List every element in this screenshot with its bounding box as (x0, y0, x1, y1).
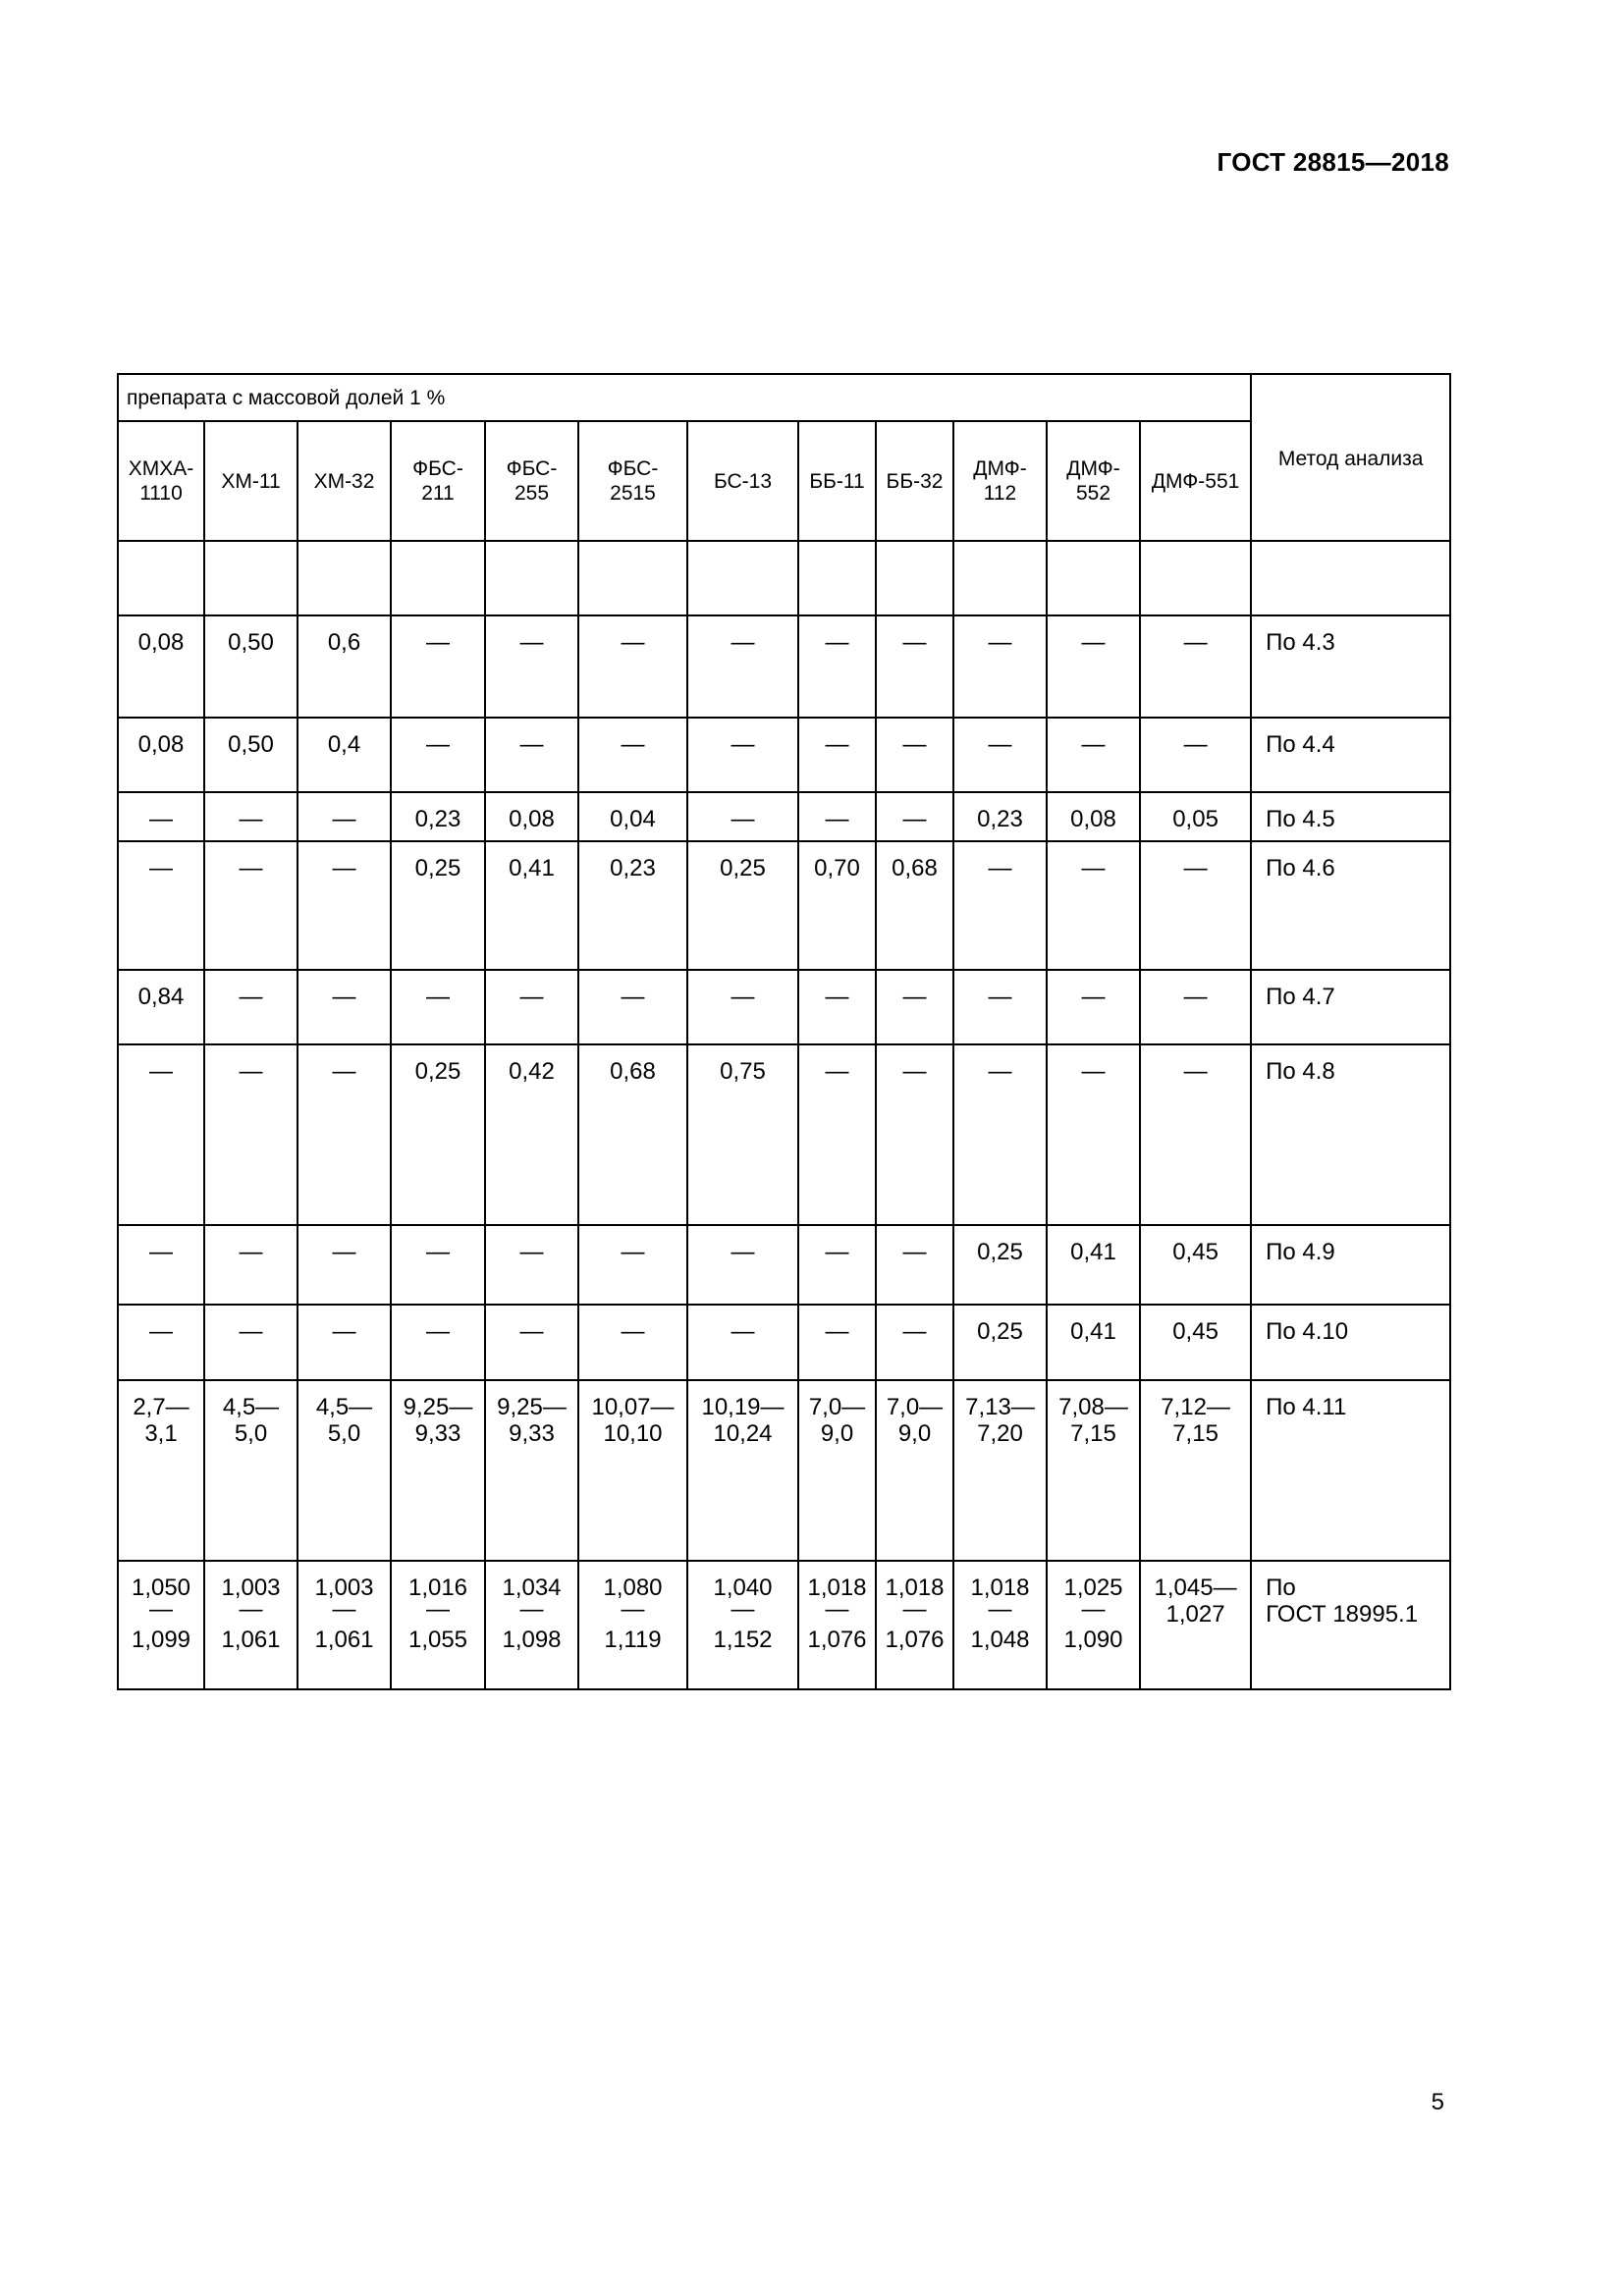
range-dash: — (825, 1596, 849, 1623)
table-cell: — (578, 1225, 687, 1305)
range-dash: — (988, 1596, 1012, 1623)
table-cell: 10,07— 10,10 (578, 1380, 687, 1561)
table-cell: — (204, 1225, 298, 1305)
column-header-cell: ХМ-11 (204, 421, 298, 541)
table-cell: 0,75 (687, 1044, 798, 1225)
range-from: 1,016 (407, 1575, 468, 1601)
range-to: 1,027 (1165, 1601, 1225, 1628)
table-cell: 0,23 (578, 841, 687, 970)
table-group-header-row (118, 374, 1450, 421)
range-from: 1,003 (221, 1575, 281, 1601)
table-row (118, 615, 1450, 718)
table-cell: — (798, 1305, 876, 1380)
table-cell: — (687, 792, 798, 841)
column-header-cell: ФБС- 2515 (578, 421, 687, 541)
table-cell: 0,25 (391, 841, 485, 970)
table-cell: — (485, 1225, 578, 1305)
table-cell: — (1140, 841, 1251, 970)
table-cell: — (798, 792, 876, 841)
table-cell: — (118, 792, 204, 841)
table-cell: — (953, 970, 1047, 1044)
table-cell: — (204, 792, 298, 841)
column-header-cell: ФБС- 255 (485, 421, 578, 541)
table-cell: 7,0— 9,0 (876, 1380, 953, 1561)
table-cell: — (876, 970, 953, 1044)
range-to: 1,090 (1063, 1627, 1123, 1653)
table-cell: — (391, 970, 485, 1044)
range-dash: — (1081, 1596, 1106, 1623)
table-cell: 7,08— 7,15 (1047, 1380, 1140, 1561)
table-cell: — (578, 718, 687, 792)
table-cell: — (204, 1305, 298, 1380)
table-cell-range (204, 1561, 298, 1689)
table-cell: 0,08 (118, 615, 204, 718)
table-cell: — (204, 1044, 298, 1225)
table-cell: — (118, 841, 204, 970)
table-row (118, 1305, 1450, 1380)
range-to: 1,119 (604, 1627, 662, 1653)
table-cell: — (578, 970, 687, 1044)
table-cell: — (204, 970, 298, 1044)
table-cell-empty (578, 541, 687, 615)
table-cell: 0,05 (1140, 792, 1251, 841)
table-cell-empty (204, 541, 298, 615)
range-dash: — (519, 1596, 544, 1623)
method-cell: По 4.11 (1251, 1380, 1450, 1561)
table-cell: 0,45 (1140, 1225, 1251, 1305)
table-cell: — (298, 1044, 391, 1225)
range-from: 1,025 (1063, 1575, 1123, 1601)
column-header-cell: ДМФ- 112 (953, 421, 1047, 541)
table-cell: 10,19— 10,24 (687, 1380, 798, 1561)
table-cell: — (798, 1044, 876, 1225)
table-cell-empty (953, 541, 1047, 615)
table-cell-empty (391, 541, 485, 615)
table-row (118, 841, 1450, 970)
table-cell: 0,41 (485, 841, 578, 970)
column-header-cell: ХМХА- 1110 (118, 421, 204, 541)
range-to: 1,061 (314, 1627, 374, 1653)
table-cell: 0,25 (391, 1044, 485, 1225)
table-cell: 7,13— 7,20 (953, 1380, 1047, 1561)
column-header-cell: ДМФ-551 (1140, 421, 1251, 541)
table-blank-row (118, 541, 1450, 615)
table-cell-range (876, 1561, 953, 1689)
table-cell-empty (798, 541, 876, 615)
range-dash: — (149, 1596, 173, 1623)
table-cell: — (687, 718, 798, 792)
table-cell: — (687, 615, 798, 718)
table-cell: — (485, 970, 578, 1044)
table-cell: 4,5— 5,0 (204, 1380, 298, 1561)
table-cell: — (578, 1305, 687, 1380)
table-cell: — (391, 1305, 485, 1380)
table-cell: 4,5— 5,0 (298, 1380, 391, 1561)
range-from: 1,034 (502, 1575, 562, 1601)
range-to: 1,048 (970, 1627, 1030, 1653)
table-cell: 0,68 (578, 1044, 687, 1225)
method-cell: По 4.10 (1251, 1305, 1450, 1380)
table-cell: 0,04 (578, 792, 687, 841)
table-cell: 9,25— 9,33 (485, 1380, 578, 1561)
range-to: 1,076 (885, 1627, 945, 1653)
column-header-cell: ДМФ- 552 (1047, 421, 1140, 541)
table-cell-empty (485, 541, 578, 615)
range-from: 1,050 (131, 1575, 191, 1601)
table-cell: — (876, 718, 953, 792)
table-column-header-row (118, 421, 1450, 541)
range-to: 1,099 (131, 1627, 191, 1653)
table-cell: 0,84 (118, 970, 204, 1044)
table-cell: 0,50 (204, 718, 298, 792)
table-cell: — (1140, 718, 1251, 792)
table-cell: 0,4 (298, 718, 391, 792)
table-cell: — (1140, 970, 1251, 1044)
range-dash: — (902, 1596, 927, 1623)
table-cell: 0,08 (485, 792, 578, 841)
range-to: 1,055 (407, 1627, 468, 1653)
table-cell: 7,0— 9,0 (798, 1380, 876, 1561)
range-from: 1,018 (807, 1575, 867, 1601)
document-standard-header: ГОСТ 28815—2018 (1217, 147, 1449, 177)
table-cell: 0,08 (1047, 792, 1140, 841)
method-cell: По 4.7 (1251, 970, 1450, 1044)
table-cell-empty (687, 541, 798, 615)
table-cell: — (1047, 970, 1140, 1044)
range-from: 1,040 (713, 1575, 773, 1601)
table-row-density (118, 1561, 1450, 1689)
spec-table (117, 373, 1451, 1690)
table-cell: — (118, 1044, 204, 1225)
table-cell: 0,41 (1047, 1225, 1140, 1305)
table-cell: — (391, 718, 485, 792)
column-header-cell: ББ-32 (876, 421, 953, 541)
table-cell-range (953, 1561, 1047, 1689)
table-cell: — (953, 1044, 1047, 1225)
table-cell: — (118, 1305, 204, 1380)
table-cell-range (485, 1561, 578, 1689)
table-cell: — (298, 1305, 391, 1380)
table-cell-range (118, 1561, 204, 1689)
range-to: 1,152 (713, 1627, 773, 1653)
method-cell: По 4.8 (1251, 1044, 1450, 1225)
table-cell: — (876, 1225, 953, 1305)
table-cell-range (578, 1561, 687, 1689)
table-cell-range (391, 1561, 485, 1689)
table-cell: — (391, 1225, 485, 1305)
table-cell-range (1140, 1561, 1251, 1689)
table-cell-empty (1140, 541, 1251, 615)
table-row (118, 1380, 1450, 1561)
table-cell-empty (1251, 541, 1450, 615)
method-cell: По 4.3 (1251, 615, 1450, 718)
column-header-cell: ББ-11 (798, 421, 876, 541)
table-cell: 0,25 (953, 1225, 1047, 1305)
table-cell: — (391, 615, 485, 718)
range-to: 1,098 (502, 1627, 562, 1653)
table-cell-range (298, 1561, 391, 1689)
table-cell: 0,25 (687, 841, 798, 970)
table-cell: — (204, 841, 298, 970)
table-cell: — (118, 1225, 204, 1305)
table-cell: — (578, 615, 687, 718)
table-cell: 0,25 (953, 1305, 1047, 1380)
table-cell: 0,42 (485, 1044, 578, 1225)
table-cell: 9,25— 9,33 (391, 1380, 485, 1561)
table-cell: 0,23 (953, 792, 1047, 841)
table-cell: — (687, 970, 798, 1044)
range-dash: — (239, 1596, 263, 1623)
range-to: 1,061 (221, 1627, 281, 1653)
table-cell: — (298, 970, 391, 1044)
table-cell: — (876, 615, 953, 718)
table-cell: 0,41 (1047, 1305, 1140, 1380)
table-row (118, 1225, 1450, 1305)
table-row (118, 1044, 1450, 1225)
table-cell: 0,50 (204, 615, 298, 718)
table-cell: — (298, 1225, 391, 1305)
table-cell-empty (118, 541, 204, 615)
method-cell: По 4.5 (1251, 792, 1450, 841)
table-cell: 2,7— 3,1 (118, 1380, 204, 1561)
table-cell: 0,6 (298, 615, 391, 718)
range-dash: — (731, 1596, 755, 1623)
table-cell: 0,08 (118, 718, 204, 792)
table-cell: — (687, 1225, 798, 1305)
table-cell: 7,12— 7,15 (1140, 1380, 1251, 1561)
table-cell: — (485, 615, 578, 718)
method-cell: По 4.6 (1251, 841, 1450, 970)
table-cell: — (687, 1305, 798, 1380)
table-cell: — (1047, 615, 1140, 718)
column-header-cell: ХМ-32 (298, 421, 391, 541)
table-cell: — (485, 718, 578, 792)
table-cell: — (953, 615, 1047, 718)
column-header-cell: БС-13 (687, 421, 798, 541)
table-cell: — (798, 1225, 876, 1305)
table-cell: — (953, 718, 1047, 792)
table-cell: — (1140, 1044, 1251, 1225)
method-cell: По 4.4 (1251, 718, 1450, 792)
range-dash: — (332, 1596, 356, 1623)
range-dash: — (426, 1596, 450, 1623)
table-row (118, 718, 1450, 792)
table-row (118, 792, 1450, 841)
range-from: 1,003 (314, 1575, 374, 1601)
table-cell-range (1047, 1561, 1140, 1689)
table-cell: — (1140, 615, 1251, 718)
table-cell: — (1047, 1044, 1140, 1225)
range-from: 1,080 (603, 1575, 663, 1601)
table-cell: — (876, 1305, 953, 1380)
column-header-cell: ФБС- 211 (391, 421, 485, 541)
table-cell: — (798, 718, 876, 792)
table-cell: — (798, 615, 876, 718)
group-header-cell: препарата с массовой долей 1 % (118, 374, 1251, 421)
range-from: 1,018 (885, 1575, 945, 1601)
table-cell: — (876, 1044, 953, 1225)
table-cell: — (1047, 841, 1140, 970)
table-cell-range (687, 1561, 798, 1689)
method-cell: По 4.9 (1251, 1225, 1450, 1305)
table-row (118, 970, 1450, 1044)
table-cell: — (1047, 718, 1140, 792)
range-dash: — (621, 1596, 645, 1623)
range-to: 1,076 (807, 1627, 867, 1653)
table-cell-empty (298, 541, 391, 615)
range-from: 1,045— (1154, 1575, 1237, 1601)
table-cell: — (798, 970, 876, 1044)
table-cell-empty (1047, 541, 1140, 615)
range-from: 1,018 (970, 1575, 1030, 1601)
table-cell: — (298, 841, 391, 970)
table-cell-range (798, 1561, 876, 1689)
table-cell: — (953, 841, 1047, 970)
method-cell: По ГОСТ 18995.1 (1251, 1561, 1450, 1689)
table-cell: — (876, 792, 953, 841)
table-cell: 0,45 (1140, 1305, 1251, 1380)
method-header-cell: Метод анализа (1251, 374, 1450, 541)
table-cell: 0,68 (876, 841, 953, 970)
table-cell: 0,23 (391, 792, 485, 841)
page-number: 5 (1431, 2089, 1444, 2115)
table-cell: 0,70 (798, 841, 876, 970)
table-cell: — (298, 792, 391, 841)
table-cell-empty (876, 541, 953, 615)
table-cell: — (485, 1305, 578, 1380)
